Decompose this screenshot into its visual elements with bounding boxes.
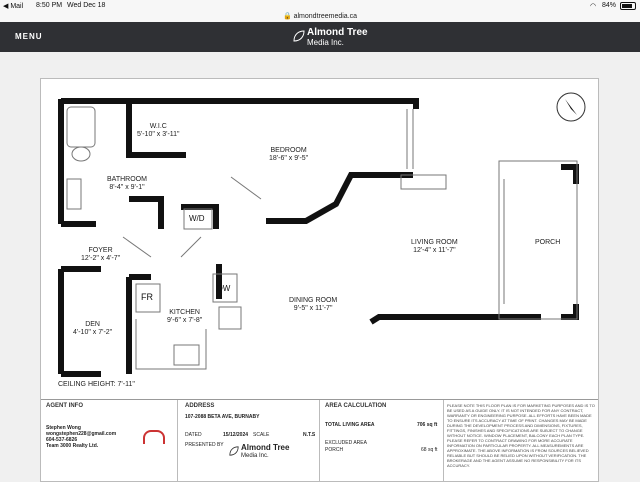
address-header: ADDRESS [185, 403, 215, 409]
back-app-label: Mail [10, 3, 24, 10]
wall-bedroom-bottom [266, 175, 413, 221]
brand-name: Almond Tree [307, 27, 368, 38]
lock-icon: 🔒 [282, 13, 292, 20]
agent-company: Team 3000 Realty Ltd. [46, 443, 99, 449]
presenter-brand: Almond Tree [241, 443, 290, 452]
total-label: TOTAL LIVING AREA [325, 422, 375, 428]
scale-value: N.T.S [303, 432, 316, 438]
porch-area-value: 68 sq ft [421, 447, 438, 453]
team-3000-logo [143, 430, 165, 444]
site-header [0, 22, 640, 52]
url-text: almondtreemedia.ca [293, 13, 358, 20]
scale-label: SCALE [253, 432, 270, 438]
porch-label: PORCH [535, 239, 561, 246]
agent-info-header: AGENT INFO [46, 403, 83, 409]
agent-details [46, 425, 116, 449]
toilet [72, 147, 90, 161]
clock: 8:50 PM [36, 2, 63, 9]
agent-email[interactable]: wongstephen228@gmail.com [46, 431, 117, 437]
excluded-label: EXCLUDED AREA [325, 440, 367, 446]
agent-phone: 604-537-6826 [46, 437, 78, 443]
battery-percent: 84% [602, 2, 617, 9]
bathroom-label: BATHROOM 8'-4" x 9'-1" [107, 176, 147, 191]
compass-icon [557, 93, 585, 121]
den-label: DEN 4'-10" x 7'-2" [73, 321, 113, 336]
plan-info-bar [41, 399, 598, 482]
foyer-label: FOYER 12'-2" x 4'-7" [81, 247, 121, 262]
wall-bath-right [129, 199, 161, 229]
site-logo[interactable] [307, 28, 368, 48]
wall-porch-right-bottom [561, 304, 576, 317]
area-header: AREA CALCULATION [325, 403, 387, 409]
battery-icon [620, 2, 636, 10]
wifi-icon: ◠ [590, 3, 597, 10]
bathtub [67, 107, 95, 147]
floor-plan-drawing [41, 79, 598, 399]
dishwasher-label: DW [217, 284, 231, 293]
wic-label: W.I.C 5'-10" x 3'-11" [137, 123, 180, 138]
vanity [67, 179, 81, 209]
url-bar[interactable] [0, 12, 640, 22]
kitchen-label: KITCHEN 9'-6" x 7'-8" [167, 309, 203, 324]
closet-doors [123, 237, 201, 257]
back-to-mail[interactable]: ◀ Mail [3, 3, 24, 10]
leaf-icon [229, 446, 239, 456]
agent-name: Stephen Wong [46, 425, 81, 431]
total-value: 706 sq ft [417, 422, 438, 428]
menu-button[interactable]: MENU [15, 32, 43, 41]
floor-plan-sheet [40, 78, 599, 482]
fridge-label: FR [141, 292, 153, 302]
living-room-label: LIVING ROOM 12'-4" x 11'-7" [411, 239, 458, 254]
bedroom-door [231, 177, 261, 199]
date: Wed Dec 18 [67, 2, 106, 9]
disclaimer-text: PLEASE NOTE THIS FLOOR PLAN IS FOR MARKETING PURPOSES AND IS TO BE USED AS A GUIDE ONLY. IT IS NOT INTENDED FOR ANY CONTRACT, WARRANTY OR ENGINEERING PURPOSE. ALL EFFORTS HAVE BEEN MADE TO ENSURE ITS ACCURACY AT TIME OF PRINT. CHANGES MAY BE MADE DURING THE DEVELOPMENT PROCESS AND DIMENSIONS, FIXTURES, FITTINGS, FINISHES AND SPECIFICATIONS ARE SUBJECT TO CHANGE WITHOUT NOTICE. WINDOW PLACEMENT, BALCONY EACH PLAN TYPE. PLEASE REFER TO CONTRACT DRAWING FOR MORE ACCURATE INFORMATION ON PARTICULAR PROPERTY. ALL MEASUREMENTS ARE APPROXIMATE. THE ABOVE INFORMATION IS FROM SOURCES BELIEVED RELIABLE BUT SHOULD BE RELIED UPON WITHOUT VERIFICATION. THE BROKERAGE AND THE AGENT ASSUME NO RESPONSIBILITY FOR ITS ACCURACY. [447, 403, 595, 468]
presenter-sub: Media Inc. [241, 453, 269, 459]
dated-value: 15/12/2024 [223, 432, 249, 438]
stove [174, 345, 199, 365]
presented-by-label: PRESENTED BY [185, 442, 224, 448]
kitchen-counter [136, 319, 206, 369]
bedroom-window [407, 109, 413, 169]
dining-room-label: DINING ROOM 9'-5" x 11'-7" [289, 297, 338, 312]
leaf-icon [293, 30, 305, 42]
wall-porch-right-top [561, 167, 576, 184]
presenter-logo [241, 444, 289, 460]
brand-sub: Media Inc. [307, 38, 344, 47]
porch-area-label: PORCH [325, 447, 344, 453]
wall-top-bedroom [206, 101, 416, 109]
address-value: 107-2088 BETA AVE, BURNABY [185, 414, 260, 420]
bedroom-label: BEDROOM 18'-6" x 9'-5" [269, 147, 309, 162]
ceiling-height: CEILING HEIGHT: 7'-11" [58, 381, 135, 388]
washer-dryer-label: W/D [189, 214, 205, 223]
dated-label: DATED [185, 432, 202, 438]
living-window [499, 179, 504, 304]
ios-status-bar [0, 0, 640, 12]
sink [219, 307, 241, 329]
